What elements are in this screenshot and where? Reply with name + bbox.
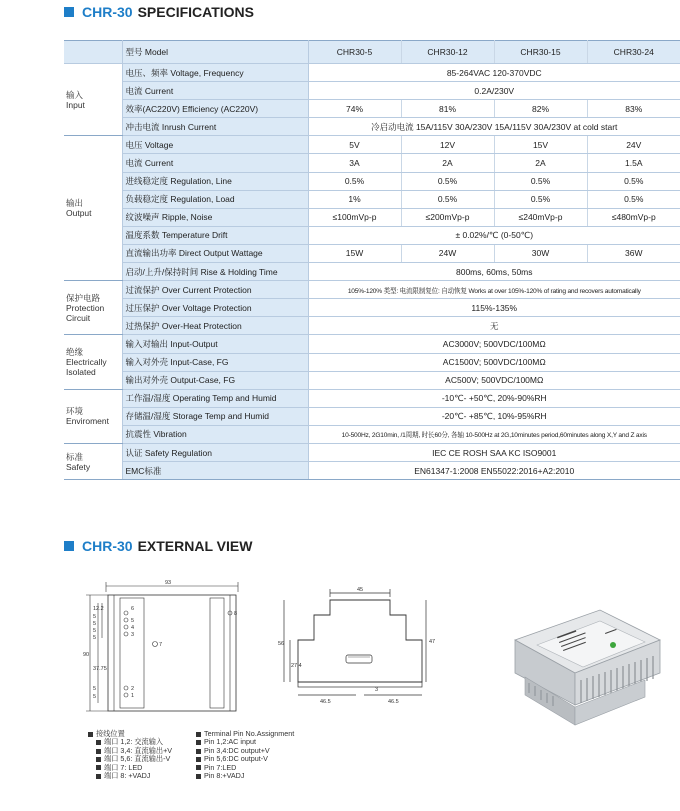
table-row [64, 263, 680, 281]
category-env [64, 389, 122, 443]
value-cell: ≤480mVp-p [587, 208, 680, 226]
value-cell: -10℃- +50℃, 20%-90%RH [308, 389, 680, 407]
legend-cn [88, 730, 172, 780]
value-cell: 36W [587, 244, 680, 262]
param-cell: 抗震性 Vibration [122, 425, 308, 443]
table-row [64, 407, 680, 425]
value-cell: EN61347-1:2008 EN55022:2016+A2:2010 [308, 462, 680, 480]
value-cell: 0.5% [587, 190, 680, 208]
param-cell: 直流输出功率 Direct Output Wattage [122, 244, 308, 262]
table-row [64, 317, 680, 335]
table-row [64, 425, 680, 443]
param-cell: 电流 Current [122, 154, 308, 172]
table-row [64, 226, 680, 244]
value-cell: 冷启动电流 15A/115V 30A/230V 15A/115V 30A/230V at cold start [308, 118, 680, 136]
param-cell: 电流 Current [122, 82, 308, 100]
value-cell: 无 [308, 317, 680, 335]
table-row [64, 389, 680, 407]
pin-label-2: 2 [131, 686, 135, 692]
table-row [64, 208, 680, 226]
category-label: 保护电路 Protection Circuit [66, 292, 105, 323]
legend-cn-item [88, 772, 172, 780]
dim-d3: 5 [93, 621, 97, 627]
value-cell: 15W [308, 244, 401, 262]
value-cell: 85-264VAC 120-370VDC [308, 64, 680, 82]
value-cell: 0.5% [401, 190, 494, 208]
param-cell: 过压保护 Over Voltage Protection [122, 299, 308, 317]
title-text: SPECIFICATIONS [137, 4, 254, 20]
legend-square-icon [196, 749, 201, 754]
param-cell: 认证 Safety Regulation [122, 443, 308, 461]
value-cell: 0.5% [587, 172, 680, 190]
header-model-label: 型号 Model [122, 41, 308, 64]
value-cell: 0.2A/230V [308, 82, 680, 100]
value-cell: 0.5% [494, 190, 587, 208]
value-cell: 1.5A [587, 154, 680, 172]
table-row [64, 371, 680, 389]
param-cell: 工作温/湿度 Operating Temp and Humid [122, 389, 308, 407]
dim-height: 90 [83, 652, 90, 658]
legend-en-text: Pin 3,4:DC output+V [204, 745, 270, 755]
value-cell: 12V [401, 136, 494, 154]
title-model: CHR-30 [82, 4, 133, 20]
side-dim-h1: 56 [278, 641, 285, 647]
value-cell: 800ms, 60ms, 50ms [308, 263, 680, 281]
value-cell: ≤200mVp-p [401, 208, 494, 226]
side-dim-h2: 47 [429, 639, 436, 645]
value-cell: 81% [401, 100, 494, 118]
side-dim-top: 45 [356, 587, 364, 593]
table-row [64, 299, 680, 317]
external-view-title [64, 538, 252, 554]
header-empty-cell [64, 41, 122, 64]
pin-label-4: 4 [131, 625, 135, 631]
category-label: 绝缘 Electrically Isolated [66, 347, 107, 378]
legend-en-text: Pin 5,6:DC output-V [204, 754, 268, 764]
value-cell: 105%-120% 类型: 电流限制复位: 自动恢复 Works at over 105%-120% of rating and recovers automatically [308, 281, 680, 299]
table-row [64, 154, 680, 172]
value-cell: 5V [308, 136, 401, 154]
dim-d8: 5 [93, 694, 97, 700]
side-dim-b3: 3 [375, 687, 379, 693]
param-cell: 电压、频率 Voltage, Frequency [122, 64, 308, 82]
legend-cn-text: 端口 7: LED [104, 762, 143, 772]
category-label: 输入 Input [66, 89, 85, 110]
legend-en-text: Pin 1,2:AC input [204, 737, 256, 747]
table-row [64, 172, 680, 190]
value-cell: IEC CE ROSH SAA KC ISO9001 [308, 443, 680, 461]
title-square-icon [64, 541, 74, 551]
legend-en [196, 730, 294, 780]
param-cell: EMC标准 [122, 462, 308, 480]
legend-square-icon [196, 774, 201, 779]
header-model-cell: CHR30-5 [308, 41, 401, 64]
value-cell: AC3000V; 500VDC/100MΩ [308, 335, 680, 353]
value-cell: 74% [308, 100, 401, 118]
param-cell: 纹波噪声 Ripple, Noise [122, 208, 308, 226]
legend-square-icon [88, 732, 93, 737]
param-cell: 过流保护 Over Current Protection [122, 281, 308, 299]
legend-square-icon [196, 740, 201, 745]
table-row [64, 244, 680, 262]
legend-square-icon [196, 757, 201, 762]
value-cell: -20℃- +85℃, 10%-95%RH [308, 407, 680, 425]
legend-cn-text: 端口 3,4: 直流输出+V [104, 745, 173, 755]
pin-label-1: 1 [131, 693, 135, 699]
spec-table [64, 40, 680, 480]
table-row [64, 136, 680, 154]
table-row [64, 118, 680, 136]
dim-d7: 5 [93, 686, 97, 692]
product-photo [495, 585, 680, 745]
pin-label-7: 7 [159, 642, 163, 648]
value-cell: 115%-135% [308, 299, 680, 317]
param-cell: 负载稳定度 Regulation, Load [122, 190, 308, 208]
dim-d5: 5 [93, 635, 97, 641]
category-label: 环境 Enviroment [66, 406, 109, 427]
table-row [64, 190, 680, 208]
category-output [64, 136, 122, 281]
dim-d6: 37.75 [93, 666, 107, 672]
value-cell: AC1500V; 500VDC/100MΩ [308, 353, 680, 371]
legend-square-icon [196, 765, 201, 770]
legend-en-item [196, 772, 294, 780]
value-cell: 1% [308, 190, 401, 208]
param-cell: 输入对输出 Input-Output [122, 335, 308, 353]
table-row [64, 100, 680, 118]
legend-square-icon [96, 749, 101, 754]
header-model-cell: CHR30-12 [401, 41, 494, 64]
table-row [64, 82, 680, 100]
side-view-drawing [280, 585, 440, 710]
category-input [64, 64, 122, 136]
table-row [64, 443, 680, 461]
side-dim-b1: 46.5 [320, 699, 331, 705]
title-model: CHR-30 [82, 538, 133, 554]
legend-square-icon [96, 765, 101, 770]
pin-label-3: 3 [131, 632, 135, 638]
value-cell: 24W [401, 244, 494, 262]
param-cell: 过热保护 Over-Heat Protection [122, 317, 308, 335]
legend-cn-title: 接线位置 [96, 729, 125, 738]
legend-square-icon [96, 740, 101, 745]
value-cell: 0.5% [308, 172, 401, 190]
header-model-cell: CHR30-15 [494, 41, 587, 64]
side-dim-h3: 27.4 [291, 663, 302, 669]
param-cell: 冲击电流 Inrush Current [122, 118, 308, 136]
value-cell: 0.5% [494, 172, 587, 190]
param-cell: 输出对外壳 Output-Case, FG [122, 371, 308, 389]
pin-label-5: 5 [131, 618, 135, 624]
value-cell: 30W [494, 244, 587, 262]
pin-label-6: 6 [131, 606, 135, 612]
value-cell: 10-500Hz, 2G10min, /1周期, 时长60分, 各轴 10-500Hz at 2G,10minutes period,60minutes along X,Y and Z axis [308, 425, 680, 443]
legend-cn-text: 端口 1,2: 交流输入 [104, 737, 164, 747]
value-cell: 15V [494, 136, 587, 154]
param-cell: 进线稳定度 Regulation, Line [122, 172, 308, 190]
param-cell: 输入对外壳 Input-Case, FG [122, 353, 308, 371]
title-text: EXTERNAL VIEW [137, 538, 253, 554]
table-row [64, 281, 680, 299]
specifications-title [64, 4, 254, 20]
param-cell: 温度系数 Temperature Drift [122, 226, 308, 244]
dim-d1: 12.2 [93, 606, 104, 612]
value-cell: 82% [494, 100, 587, 118]
pin-label-8: 8 [234, 611, 238, 617]
category-label: 标准 Safety [66, 451, 91, 472]
legend-cn-text: 端口 5,6: 直流输出-V [104, 754, 171, 764]
table-row [64, 64, 680, 82]
value-cell: 24V [587, 136, 680, 154]
table-row [64, 462, 680, 480]
front-view-drawing [80, 578, 250, 723]
category-label: 输出 Output [66, 198, 92, 219]
category-isolate [64, 335, 122, 389]
param-cell: 电压 Voltage [122, 136, 308, 154]
value-cell: 83% [587, 100, 680, 118]
param-cell: 存储温/湿度 Storage Temp and Humid [122, 407, 308, 425]
legend-en-text: Pin 7:LED [204, 762, 237, 772]
table-row [64, 335, 680, 353]
legend-square-icon [96, 757, 101, 762]
value-cell: AC500V; 500VDC/100MΩ [308, 371, 680, 389]
table-header-row [64, 41, 680, 64]
side-dim-b2: 46.5 [388, 699, 399, 705]
dim-width: 93 [164, 580, 172, 586]
category-safety [64, 443, 122, 479]
title-square-icon [64, 7, 74, 17]
value-cell: 2A [494, 154, 587, 172]
legend-square-icon [196, 732, 201, 737]
legend-cn-text: 端口 8: +VADJ [104, 771, 151, 781]
value-cell: ± 0.02%/℃ (0-50℃) [308, 226, 680, 244]
value-cell: 0.5% [401, 172, 494, 190]
param-cell: 效率(AC220V) Efficiency (AC220V) [122, 100, 308, 118]
dim-d4: 5 [93, 628, 97, 634]
category-protect [64, 281, 122, 335]
value-cell: ≤240mVp-p [494, 208, 587, 226]
legend-en-title: Terminal Pin No.Assignment [204, 729, 295, 738]
param-cell: 启动/上升/保持时间 Rise & Holding Time [122, 263, 308, 281]
value-cell: ≤100mVp-p [308, 208, 401, 226]
table-row [64, 353, 680, 371]
dim-d2: 5 [93, 614, 97, 620]
legend-square-icon [96, 774, 101, 779]
value-cell: 2A [401, 154, 494, 172]
header-model-cell: CHR30-24 [587, 41, 680, 64]
value-cell: 3A [308, 154, 401, 172]
legend-en-text: Pin 8:+VADJ [204, 771, 245, 781]
